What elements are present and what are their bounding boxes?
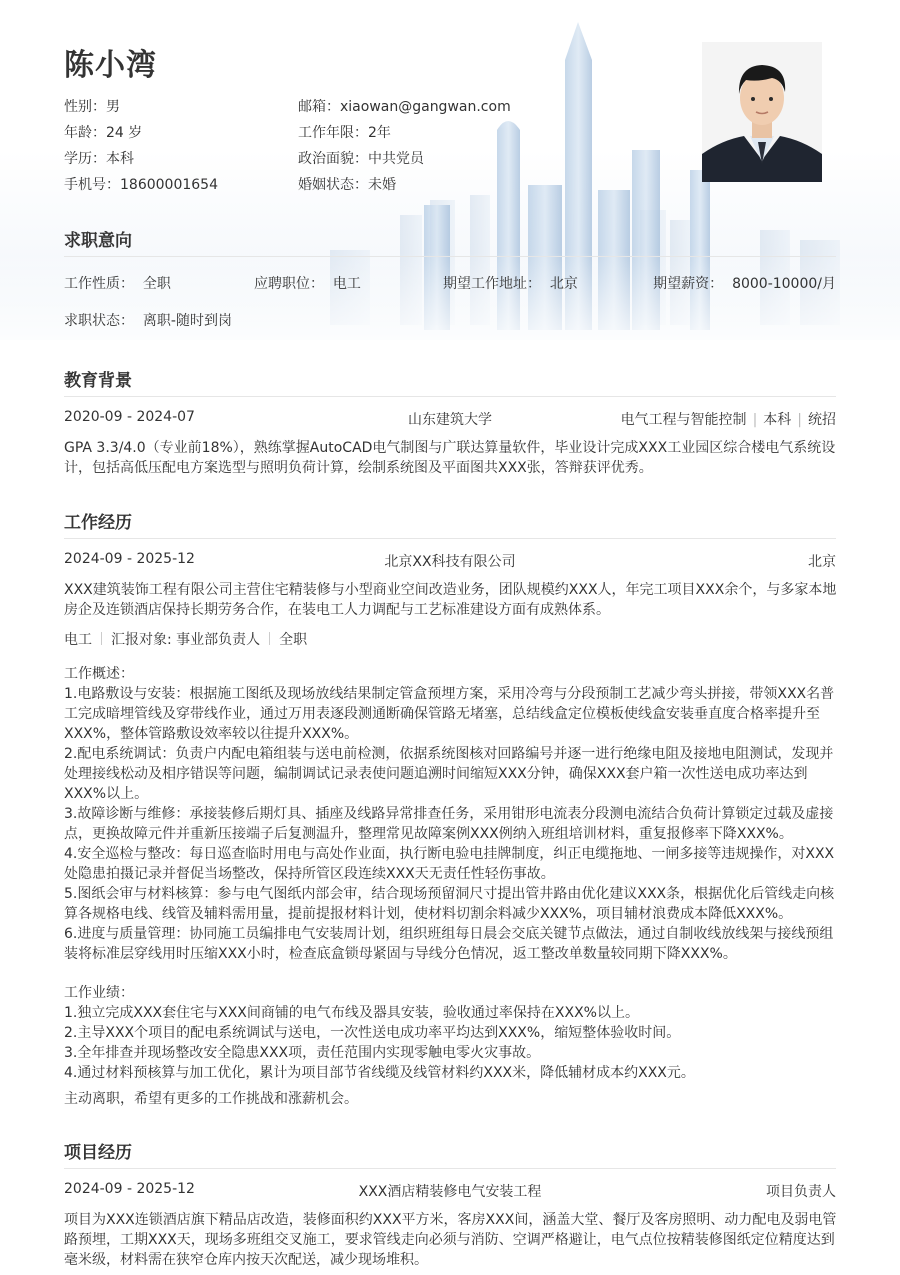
politics-info [298, 148, 424, 168]
text-line: 工作概述： [64, 666, 134, 682]
text-line: 6.进度与质量管理：协同施工员编排电气安装周计划，组织班组每日晨会交底关键节点做法，通过自制收线放线架与接线预组 [64, 926, 834, 942]
email-value: xiaowan@gangwan.com [340, 99, 511, 115]
salary-info [653, 273, 836, 293]
email-info [298, 96, 511, 116]
text-line: 3.全年排查并现场整改安全隐患XXX项，责任范围内实现零触电零火灾事故。 [64, 1045, 541, 1061]
education-school: 山东建筑大学 [408, 412, 492, 428]
position-value: 电工 [332, 276, 361, 292]
text-line: 工完成暗埋管线及穿带线作业，通过万用表逐段测通断确保管路无堵塞，总结线盒定位模板使线盒安装垂直度合格率提升至 [64, 706, 820, 722]
project-name: XXX酒店精装修电气安装工程 [358, 1184, 542, 1200]
work-results [64, 983, 838, 1083]
job-status-info [64, 310, 232, 330]
divider [64, 256, 836, 257]
section-title-intent: 求职意向 [64, 231, 132, 251]
profile-photo [702, 42, 822, 182]
phone-info [64, 174, 218, 194]
divider [64, 538, 836, 539]
job-type-value: 全职 [142, 276, 171, 292]
work-tag-report: 汇报对象: 事业部负责人 [111, 632, 261, 648]
salary-label: 期望薪资： [653, 276, 724, 292]
education-degree: 本科 [763, 412, 792, 428]
marital-info [298, 174, 396, 194]
gender-info [64, 96, 120, 116]
work-date: 2024-09 - 2025-12 [64, 551, 195, 567]
email-label: 邮箱： [298, 99, 340, 115]
age-value: 24 岁 [106, 125, 143, 141]
job-type-info [64, 273, 171, 293]
tag-separator [101, 632, 102, 645]
text-line: 主动离职，希望有更多的工作挑战和涨薪机会。 [64, 1091, 358, 1107]
text-line: XXX%以上。 [64, 786, 149, 802]
education-description [64, 438, 838, 478]
text-line: 点，更换故障元件并重新压接端子后复测温升，整理常见故障案例XXX例纳入班组培训材料，重复报修率下降XXX%。 [64, 826, 793, 842]
text-line: 房企及连锁酒店保持长期劳务合作，在装电工人力调配与工艺标准建设方面有成熟体系。 [64, 602, 610, 618]
divider [64, 1168, 836, 1169]
phone-label: 手机号： [64, 177, 120, 193]
text-line: 毫米级，材料需在狭窄仓库内按天次配送，减少现场堆积。 [64, 1252, 428, 1268]
text-line: 处隐患拍摄记录并督促当场整改，保持所管区段连续XXX天无责任性轻伤事故。 [64, 866, 555, 882]
text-line: 计，包括高低压配电方案选型与照明负荷计算，绘制系统图及平面图共XXX张，答辩获评优秀。 [64, 460, 653, 476]
text-line: 装将标准层穿线用时压缩XXX小时，检查底盒锁母紧固与导线分色情况，返工整改单数量较同期下降XXX%。 [64, 946, 737, 962]
leave-reason [64, 1089, 838, 1109]
tag-separator [269, 632, 270, 645]
work-city: 北京 [808, 554, 836, 570]
project-role: 项目负责人 [766, 1184, 836, 1200]
text-line: 3.故障诊断与维修：承接装修后期灯具、插座及线路异常排查任务，采用钳形电流表分段测电流结合负荷计算锁定过载及虚接 [64, 806, 834, 822]
salary-value: 8000-10000/月 [732, 276, 836, 292]
marital-label: 婚姻状态： [298, 177, 368, 193]
work-tag-role: 电工 [64, 632, 92, 648]
text-line: 2.主导XXX个项目的配电系统调试与送电，一次性送电成功率平均达到XXX%，缩短整体验收时间。 [64, 1025, 681, 1041]
project-header [64, 1181, 836, 1201]
work-tags [64, 629, 307, 649]
text-line: 工作业绩： [64, 985, 134, 1001]
section-title-project: 项目经历 [64, 1143, 132, 1163]
text-line: 5.图纸会审与材料核算：参与电气图纸内部会审，结合现场预留洞尺寸提出管井路由优化建议XXX条，根据优化后管线走向核 [64, 886, 835, 902]
age-label: 年龄： [64, 125, 106, 141]
section-title-work: 工作经历 [64, 513, 132, 533]
text-line: GPA 3.3/4.0（专业前18%），熟练掌握AutoCAD电气制图与广联达算量软件，毕业设计完成XXX工业园区综合楼电气系统设 [64, 440, 836, 456]
text-line: XXX%，整体管路敷设效率较以往提升XXX%。 [64, 726, 359, 742]
section-title-education: 教育背景 [64, 371, 132, 391]
gender-value: 男 [106, 99, 120, 115]
gender-label: 性别： [64, 99, 106, 115]
education-detail: 电气工程与智能控制 | 本科 | 统招 [620, 412, 836, 428]
job-type-label: 工作性质： [64, 276, 134, 292]
work-company: 北京XX科技有限公司 [384, 554, 516, 570]
position-info [254, 273, 361, 293]
text-line: 处理接线松动及相序错误等问题，编制调试记录表使问题追溯时间缩短XXX分钟，确保XXX套户箱一次性送电成功率达到 [64, 766, 808, 782]
education-level-label: 学历： [64, 151, 106, 167]
text-line: 4.通过材料预核算与加工优化，累计为项目部节省线缆及线管材料约XXX米，降低辅材成本约XXX元。 [64, 1065, 695, 1081]
politics-label: 政治面貌： [298, 151, 368, 167]
divider [64, 396, 836, 397]
text-line: 1.电路敷设与安装：根据施工图纸及现场放线结果制定管盒预埋方案，采用冷弯与分段预制工艺减少弯头拼接，带领XXX名普 [64, 686, 835, 702]
phone-value: 18600001654 [120, 177, 218, 193]
education-mode: 统招 [808, 412, 836, 428]
text-line: 1.独立完成XXX套住宅与XXX间商铺的电气布线及器具安装，验收通过率保持在XXX%以上。 [64, 1005, 639, 1021]
education-level-value: 本科 [106, 151, 134, 167]
desired-city-value: 北京 [549, 276, 578, 292]
project-date: 2024-09 - 2025-12 [64, 1181, 195, 1197]
marital-value: 未婚 [368, 177, 396, 193]
person-portrait-icon [702, 42, 822, 182]
text-line: 项目为XXX连锁酒店旗下精品店改造，装修面积约XXX平方米，客房XXX间，涵盖大堂、餐厅及客房照明、动力配电及弱电管 [64, 1212, 837, 1228]
company-intro [64, 580, 838, 620]
work-years-label: 工作年限： [298, 125, 368, 141]
desired-city-info [443, 273, 578, 293]
work-overview [64, 664, 838, 964]
desired-city-label: 期望工作地址： [443, 276, 541, 292]
text-line: 4.安全巡检与整改：每日巡查临时用电与高处作业面，执行断电验电挂牌制度，纠正电缆拖地、一闸多接等违规操作，对XXX [64, 846, 835, 862]
work-years-info [298, 122, 391, 142]
politics-value: 中共党员 [368, 151, 424, 167]
text-line: 路预埋，工期XXX天，现场多班组交叉施工，要求管线走向必须与消防、空调严格避让，电气点位按精装修图纸定位精度达到 [64, 1232, 835, 1248]
text-line: 2.配电系统调试：负责户内配电箱组装与送电前检测，依据系统图核对回路编号并逐一进行绝缘电阻及接地电阻测试，发现并 [64, 746, 834, 762]
education-level-info [64, 148, 134, 168]
position-label: 应聘职位： [254, 276, 324, 292]
education-header [64, 409, 836, 429]
work-years-value: 2年 [368, 125, 391, 141]
job-status-value: 离职-随时到岗 [142, 313, 232, 329]
work-header [64, 551, 836, 571]
work-tag-type: 全职 [279, 632, 308, 648]
job-status-label: 求职状态： [64, 313, 134, 329]
education-date: 2020-09 - 2024-07 [64, 409, 195, 425]
age-info [64, 122, 142, 142]
education-major: 电气工程与智能控制 [620, 412, 747, 428]
text-line: XXX建筑装饰工程有限公司主营住宅精装修与小型商业空间改造业务，团队规模约XXX人，年完工项目XXX余个，与多家本地 [64, 582, 837, 598]
candidate-name: 陈小湾 [64, 48, 157, 83]
text-line: 算各规格电线、线管及辅料需用量，提前提报材料计划，使材料切割余料减少XXX%，项目辅材浪费成本降低XXX%。 [64, 906, 793, 922]
project-description [64, 1210, 838, 1270]
